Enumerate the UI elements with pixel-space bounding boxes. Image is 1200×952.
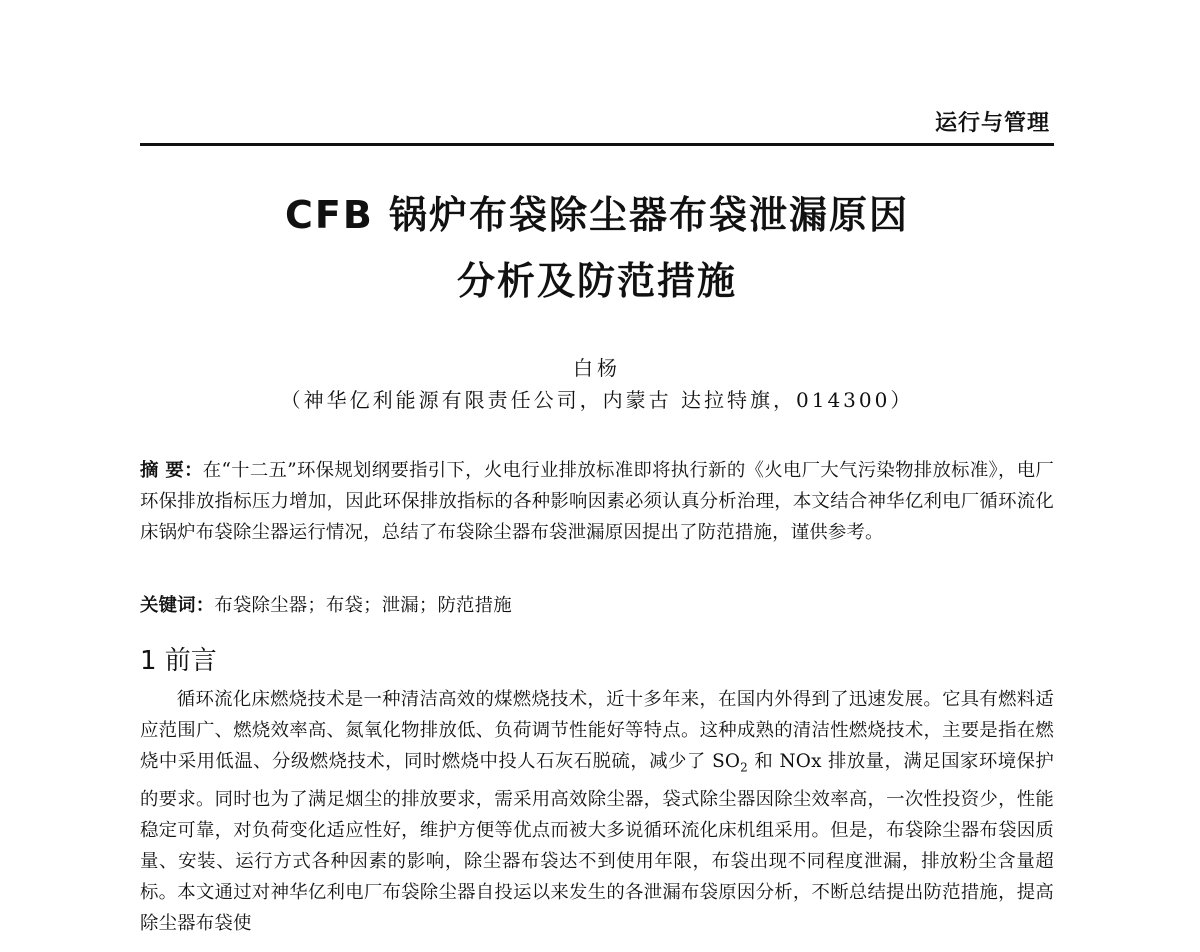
- keywords-text: 布袋除尘器；布袋；泄漏；防范措施: [214, 595, 512, 616]
- section-tag: 运行与管理: [934, 111, 1050, 136]
- abstract: [140, 455, 1054, 548]
- abstract-text: 在“十二五”环保规划纲要指引下，火电行业排放标准即将执行新的《火电厂大气污染物排放标准》，电厂环保排放指标压力增加，因此环保排放指标的各种影响因素必须认真分析治理，本文结合神华亿利电厂循环流化床锅炉布袋除尘器运行情况，总结了布袋除尘器布袋泄漏原因提出了防范措施，谨供参考。: [140, 460, 1054, 543]
- header-rule: [140, 143, 1054, 146]
- body-text-b: 和 NOx 排放量，满足国家环境保护的要求。同时也为了满足烟尘的排放要求，需采用高效除尘器，袋式除尘器因除尘效率高，一次性投资少，性能稳定可靠，对负荷变化适应性好，维护方便等优点而被大多说循环流化床机组采用。但是，布袋除尘器布袋因质量、安装、运行方式各种因素的影响，除尘器布袋达不到使用年限，布袋出现不同程度泄漏，排放粉尘含量超标。本文通过对神华亿利电厂布袋除尘器自投运以来发生的各泄漏布袋原因分析，不断总结提出防范措施，提高除尘器布袋使: [140, 751, 1054, 934]
- subscript-2: 2: [740, 760, 749, 775]
- body-paragraph: [140, 684, 1054, 939]
- affiliation: （神华亿利能源有限责任公司，内蒙古 达拉特旗，014300）: [280, 388, 914, 412]
- abstract-label: 摘 要：: [140, 460, 203, 481]
- keywords: [140, 590, 1054, 621]
- section-heading: 1 前言: [140, 646, 217, 676]
- paper-title-line-1: CFB 锅炉布袋除尘器布袋泄漏原因: [284, 193, 910, 237]
- paper-title-line-2: 分析及防范措施: [456, 259, 737, 303]
- author: 白杨: [573, 356, 621, 380]
- keywords-label: 关键词：: [140, 595, 215, 616]
- body-text-a: 循环流化床燃烧技术是一种清洁高效的煤燃烧技术，近十多年来，在国内外得到了迅速发展。它具有燃料适应范围广、燃烧效率高、氮氧化物排放低、负荷调节性能好等特点。这种成熟的清洁性燃烧技术，主要是指在燃烧中采用低温、分级燃烧技术，同时燃烧中投人石灰石脱硫，减少了 SO: [140, 689, 1054, 772]
